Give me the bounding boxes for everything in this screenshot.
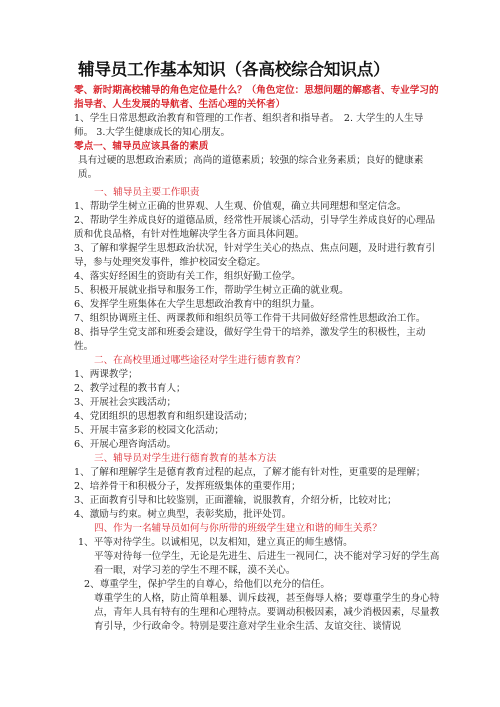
section3-item: 1、了解和理解学生是德育教育过程的起点，了解才能有针对性，更重要的是理解； (74, 467, 426, 478)
section4-heading: 四、作为一名辅导员如何与你所带的班级学生建立和谐的师生关系？ (94, 523, 382, 534)
section1-item: 6、发挥学生班集体在大学生思想政治教育中的组织力量。 (74, 299, 320, 310)
section1-item: 2、帮助学生养成良好的道德品质，经常性开展谈心活动，引导学生养成良好的心理品质和优良品格，有针对性地解决学生各方面具体问题。 (74, 215, 436, 240)
section3-item: 4、激励与约束。树立典型，表彰奖励，批评处罚。 (74, 509, 292, 520)
q1-question: 零点一、辅导员应该具备的素质 (74, 141, 209, 152)
section4-paragraph: 尊重学生的人格，防止简单粗暴、训斥歧视，甚至侮辱人格；要尊重学生的身心特点，青年人具有特有的生理和心理特点。要调动积极因素，减少消极因素，尽量教育引导，少行政命令。特别是要注意对学生业余生活、友谊交往、谈情说 (94, 593, 440, 632)
section2-item: 2、教学过程的教书育人； (74, 383, 186, 394)
section2-heading: 二、在高校里通过哪些途径对学生进行德育教育？ (94, 355, 306, 366)
section1-item: 3、了解和掌握学生思想政治状况，针对学生关心的热点、焦点问题，及时进行教育引导，参与处理突发事件，维护校园安全稳定。 (74, 243, 436, 268)
section3-item: 3、正面教育引导和比较鉴别，正面灌输，说服教育，介绍分析，比较对比； (74, 495, 397, 506)
section1-heading: 一、辅导员主要工作职责 (94, 187, 200, 198)
q0-question: 零、新时期高校辅导的角色定位是什么？（角色定位：思想问题的解惑者、专业学习的指导者、人生发展的导航者、生活心理的关怀者） (74, 85, 439, 110)
section1-item: 8、指导学生党支部和班委会建设，做好学生骨干的培养，激发学生的积极性，主动性。 (74, 327, 426, 352)
section2-item: 6、开展心理咨询活动。 (74, 439, 177, 450)
section3-heading: 三、辅导员对学生进行德育教育的基本方法 (94, 453, 277, 464)
section3-item: 2、培养骨干和积极分子，发挥班级集体的重要作用； (74, 481, 301, 492)
section1-item: 4、落实好经困生的资助有关工作，组织好勤工俭学。 (74, 271, 301, 282)
section1-item: 7、组织协调班主任、两课教师和组织员等工作骨干共同做好经常性思想政治工作。 (74, 313, 426, 324)
section1-item: 1、帮助学生树立正确的世界观、人生观、价值观，确立共同理想和坚定信念。 (74, 201, 407, 212)
document-title: 辅导员工作基本知识（各高校综合知识点） (78, 60, 390, 79)
document-content (74, 58, 442, 634)
section2-item: 4、党团组织的思想教育和组织建设活动； (74, 411, 253, 422)
section4-paragraph: 平等对待每一位学生，无论是先进生、后进生一视同仁，决不能对学习好的学生高看一眼，对学习差的学生不理不睬，漠不关心。 (94, 551, 440, 576)
q0-answer: 1、学生日常思想政治教育和管理的工作者、组织者和指导者。 2. 大学生的人生导师。 3.大学生健康成长的知心朋友。 (74, 113, 424, 138)
q1-answer: 具有过硬的思想政治素质；高尚的道德素质；较强的综合业务素质；良好的健康素质。 (78, 155, 424, 180)
section2-item: 1、两课教学； (74, 369, 138, 380)
section2-item: 3、开展社会实践活动； (74, 397, 177, 408)
section2-item: 5、开展丰富多彩的校园文化活动； (74, 425, 225, 436)
section4-point: 2、尊重学生，保护学生的自尊心，给他们以充分的信任。 (84, 579, 330, 590)
section4-point: 1、平等对待学生。以诚相见，以友相知，建立真正的师生感情。 (78, 537, 353, 548)
section1-item: 5、积极开展就业指导和服务工作，帮助学生树立正确的就业观。 (74, 285, 349, 296)
